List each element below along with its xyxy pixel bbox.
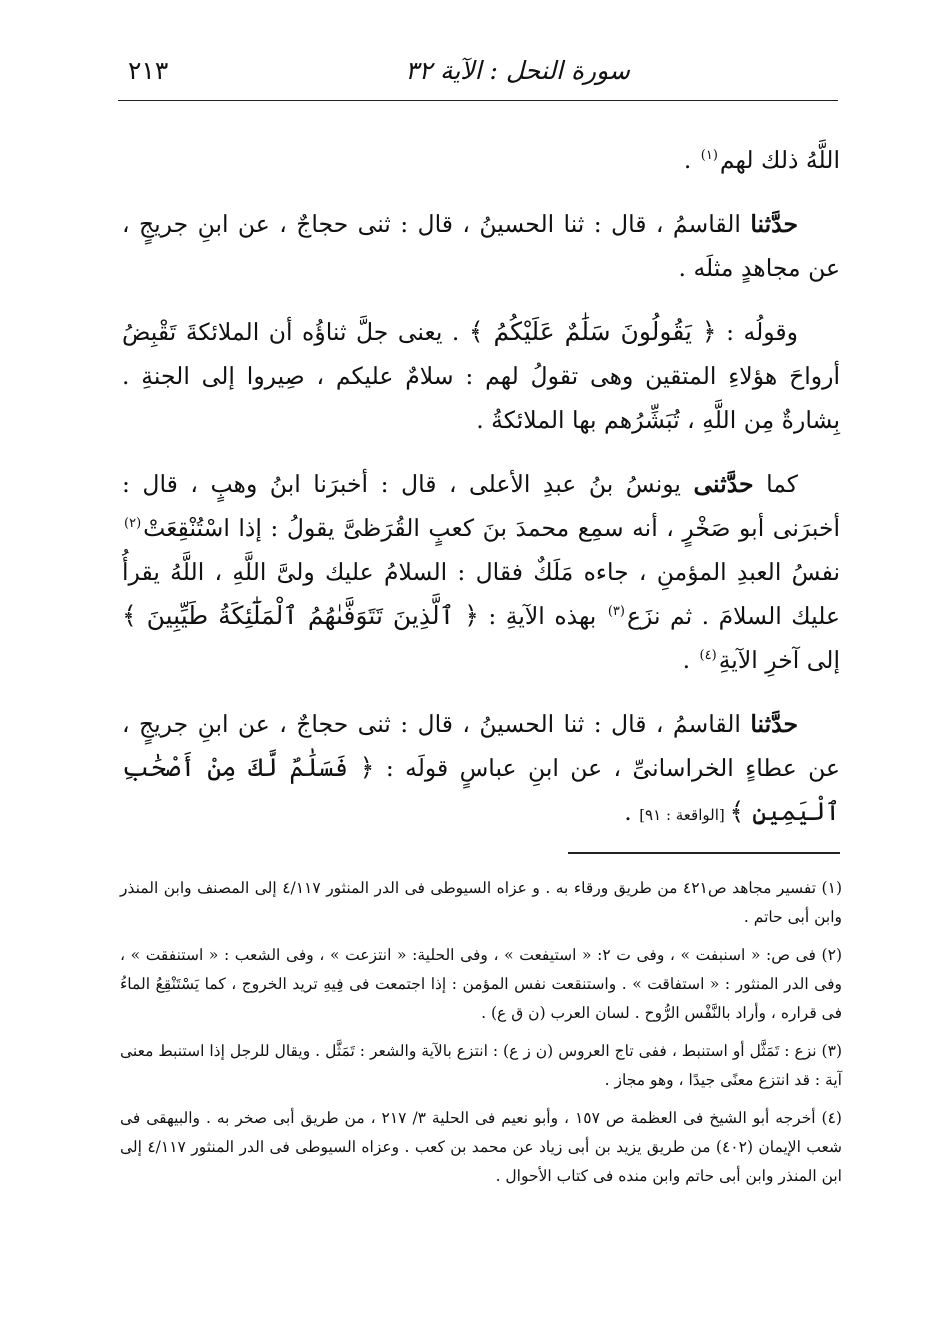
paragraph-text: القاسمُ ، قال : ثنا الحسينُ ، قال : ثنى حجاجٌ ، عن ابنِ جريجٍ ، عن عطاءٍ الخراسانىِّ ، عن ابنِ عباسٍ قولَه : — [122, 710, 840, 782]
punctuation: . — [682, 646, 698, 674]
paragraph-1 — [122, 202, 840, 290]
quran-quote: ﴿ يَقُولُونَ سَلَٰمٌ عَلَيْكُمُ ﴾ — [468, 317, 717, 346]
paragraph-text: اللَّهُ ذلك لهم — [719, 146, 840, 174]
hadith-verb: حدَّثنى — [693, 470, 754, 498]
footnote-marker: (٤) — [699, 648, 717, 664]
footnotes — [120, 874, 842, 1200]
header-divider — [118, 100, 838, 101]
quran-quote: ﴿ فَسَلَٰمٌ لَّكَ مِنْ أَصْحَٰبِ ٱلْيَمِينِ ﴾ — [122, 753, 840, 826]
quran-quote: ﴿ ٱلَّذِينَ تَتَوَفَّىٰهُمُ ٱلْمَلَٰٓئِكَةُ طَيِّبِينَ ﴾ — [122, 601, 479, 630]
punctuation: . — [624, 798, 640, 826]
paragraph-text: . يعنى جلَّ ثناؤُه أن الملائكةَ تَقْبِضُ أرواحَ هؤلاءِ المتقين وهى تقولُ لهم : سلامٌ عليكم ، صِيروا إلى الجنةِ . بِشارةٌ مِن اللَّهِ ، تُبَشِّرُهم بها الملائكةُ . — [122, 318, 840, 434]
footnote-marker: (٣) — [607, 604, 625, 620]
paragraph-4 — [122, 702, 840, 837]
footnote-marker: (١) — [700, 148, 718, 164]
paragraph-text: يونسُ بنُ عبدِ الأعلى ، قال : أخبرَنا ابنُ وهبٍ ، قال : أخبرَنى أبو صَخْرٍ ، أنه سمِع محمدَ بنَ كعبٍ القُرَظىَّ يقولُ : إذا اسْتُنْقِعَتْ — [122, 470, 840, 542]
hadith-verb: حدَّثنا — [750, 210, 798, 238]
surah-reference: [الواقعة : ٩١] — [639, 806, 730, 824]
footnote-2: (٢) فى ص: « اسنبفت » ، وفى ت ٢: « استيفعت » ، وفى الحلية: « انتزعت » ، وفى الشعب : « استنفقت » ، وفى الدر المنثور : « استفاقت » . واستنقعت نفس المؤمن : إذا اجتمعت فى فِيهِ تريد الخروج ، كما يَسْتَنْقِعُ الماءُ فى قراره ، وأراد بالنَّفْس الرُّوح . لسان العرب (ن ق ع) . — [120, 946, 842, 1022]
paragraph-2 — [122, 310, 840, 442]
main-text — [122, 138, 840, 857]
paragraph-text: بهذه الآيةِ : — [478, 602, 606, 630]
paragraph-text: إلى آخرِ الآيةِ — [718, 646, 840, 674]
paragraph-text: نفسُ العبدِ المؤمنِ ، جاءه مَلَكٌ فقال : السلامُ عليك ولىَّ اللَّهِ ، اللَّهُ يقرأُ عليك السلامَ . ثم نزَع — [122, 558, 841, 630]
footnote-marker: (٢) — [124, 516, 142, 532]
footnote-divider — [568, 852, 840, 854]
header-title: سورة النحل : الآية ٣٢ — [405, 56, 630, 85]
paragraph-3 — [122, 462, 840, 682]
paragraph-text: القاسمُ ، قال : ثنا الحسينُ ، قال : ثنى حجاجٌ ، عن ابنِ جريجٍ ، عن مجاهدٍ مثلَه . — [122, 210, 840, 282]
punctuation: . — [683, 146, 699, 174]
footnote-3: (٣) نزع : تَمَثَّل أو استنبط ، ففى تاج العروس (ن ز ع) : انتزع بالآية والشعر : تَمَثَّل . ويقال للرجل إذا استنبط معنى آية : قد انتزع معنًى جيدًا ، وهو مجاز . — [120, 1042, 842, 1089]
running-header — [128, 56, 840, 96]
paragraph-0 — [122, 138, 840, 182]
page-number: ٢١٣ — [128, 56, 169, 85]
footnote-4: (٤) أخرجه أبو الشيخ فى العظمة ص ١٥٧ ، وأبو نعيم فى الحلية ٣/ ٢١٧ ، من طريق أبى صخر به . والبيهقى فى شعب الإيمان (٤٠٢) من طريق يزيد بن أبى زياد عن محمد بن كعب . وعزاه السيوطى فى الدر المنثور ٤/١١٧ إلى ابن المنذر وابن أبى حاتم وابن منده فى كتاب الأحوال . — [120, 1109, 842, 1185]
paragraph-lead: وقولُه : — [716, 318, 798, 346]
hadith-verb: حدَّثنا — [750, 710, 798, 738]
footnote-1: (١) تفسير مجاهد ص٤٢١ من طريق ورقاء به . و عزاه السيوطى فى الدر المنثور ٤/١١٧ إلى المصنف وابن المنذر وابن أبى حاتم . — [120, 879, 843, 926]
paragraph-pre: كما — [753, 470, 798, 498]
